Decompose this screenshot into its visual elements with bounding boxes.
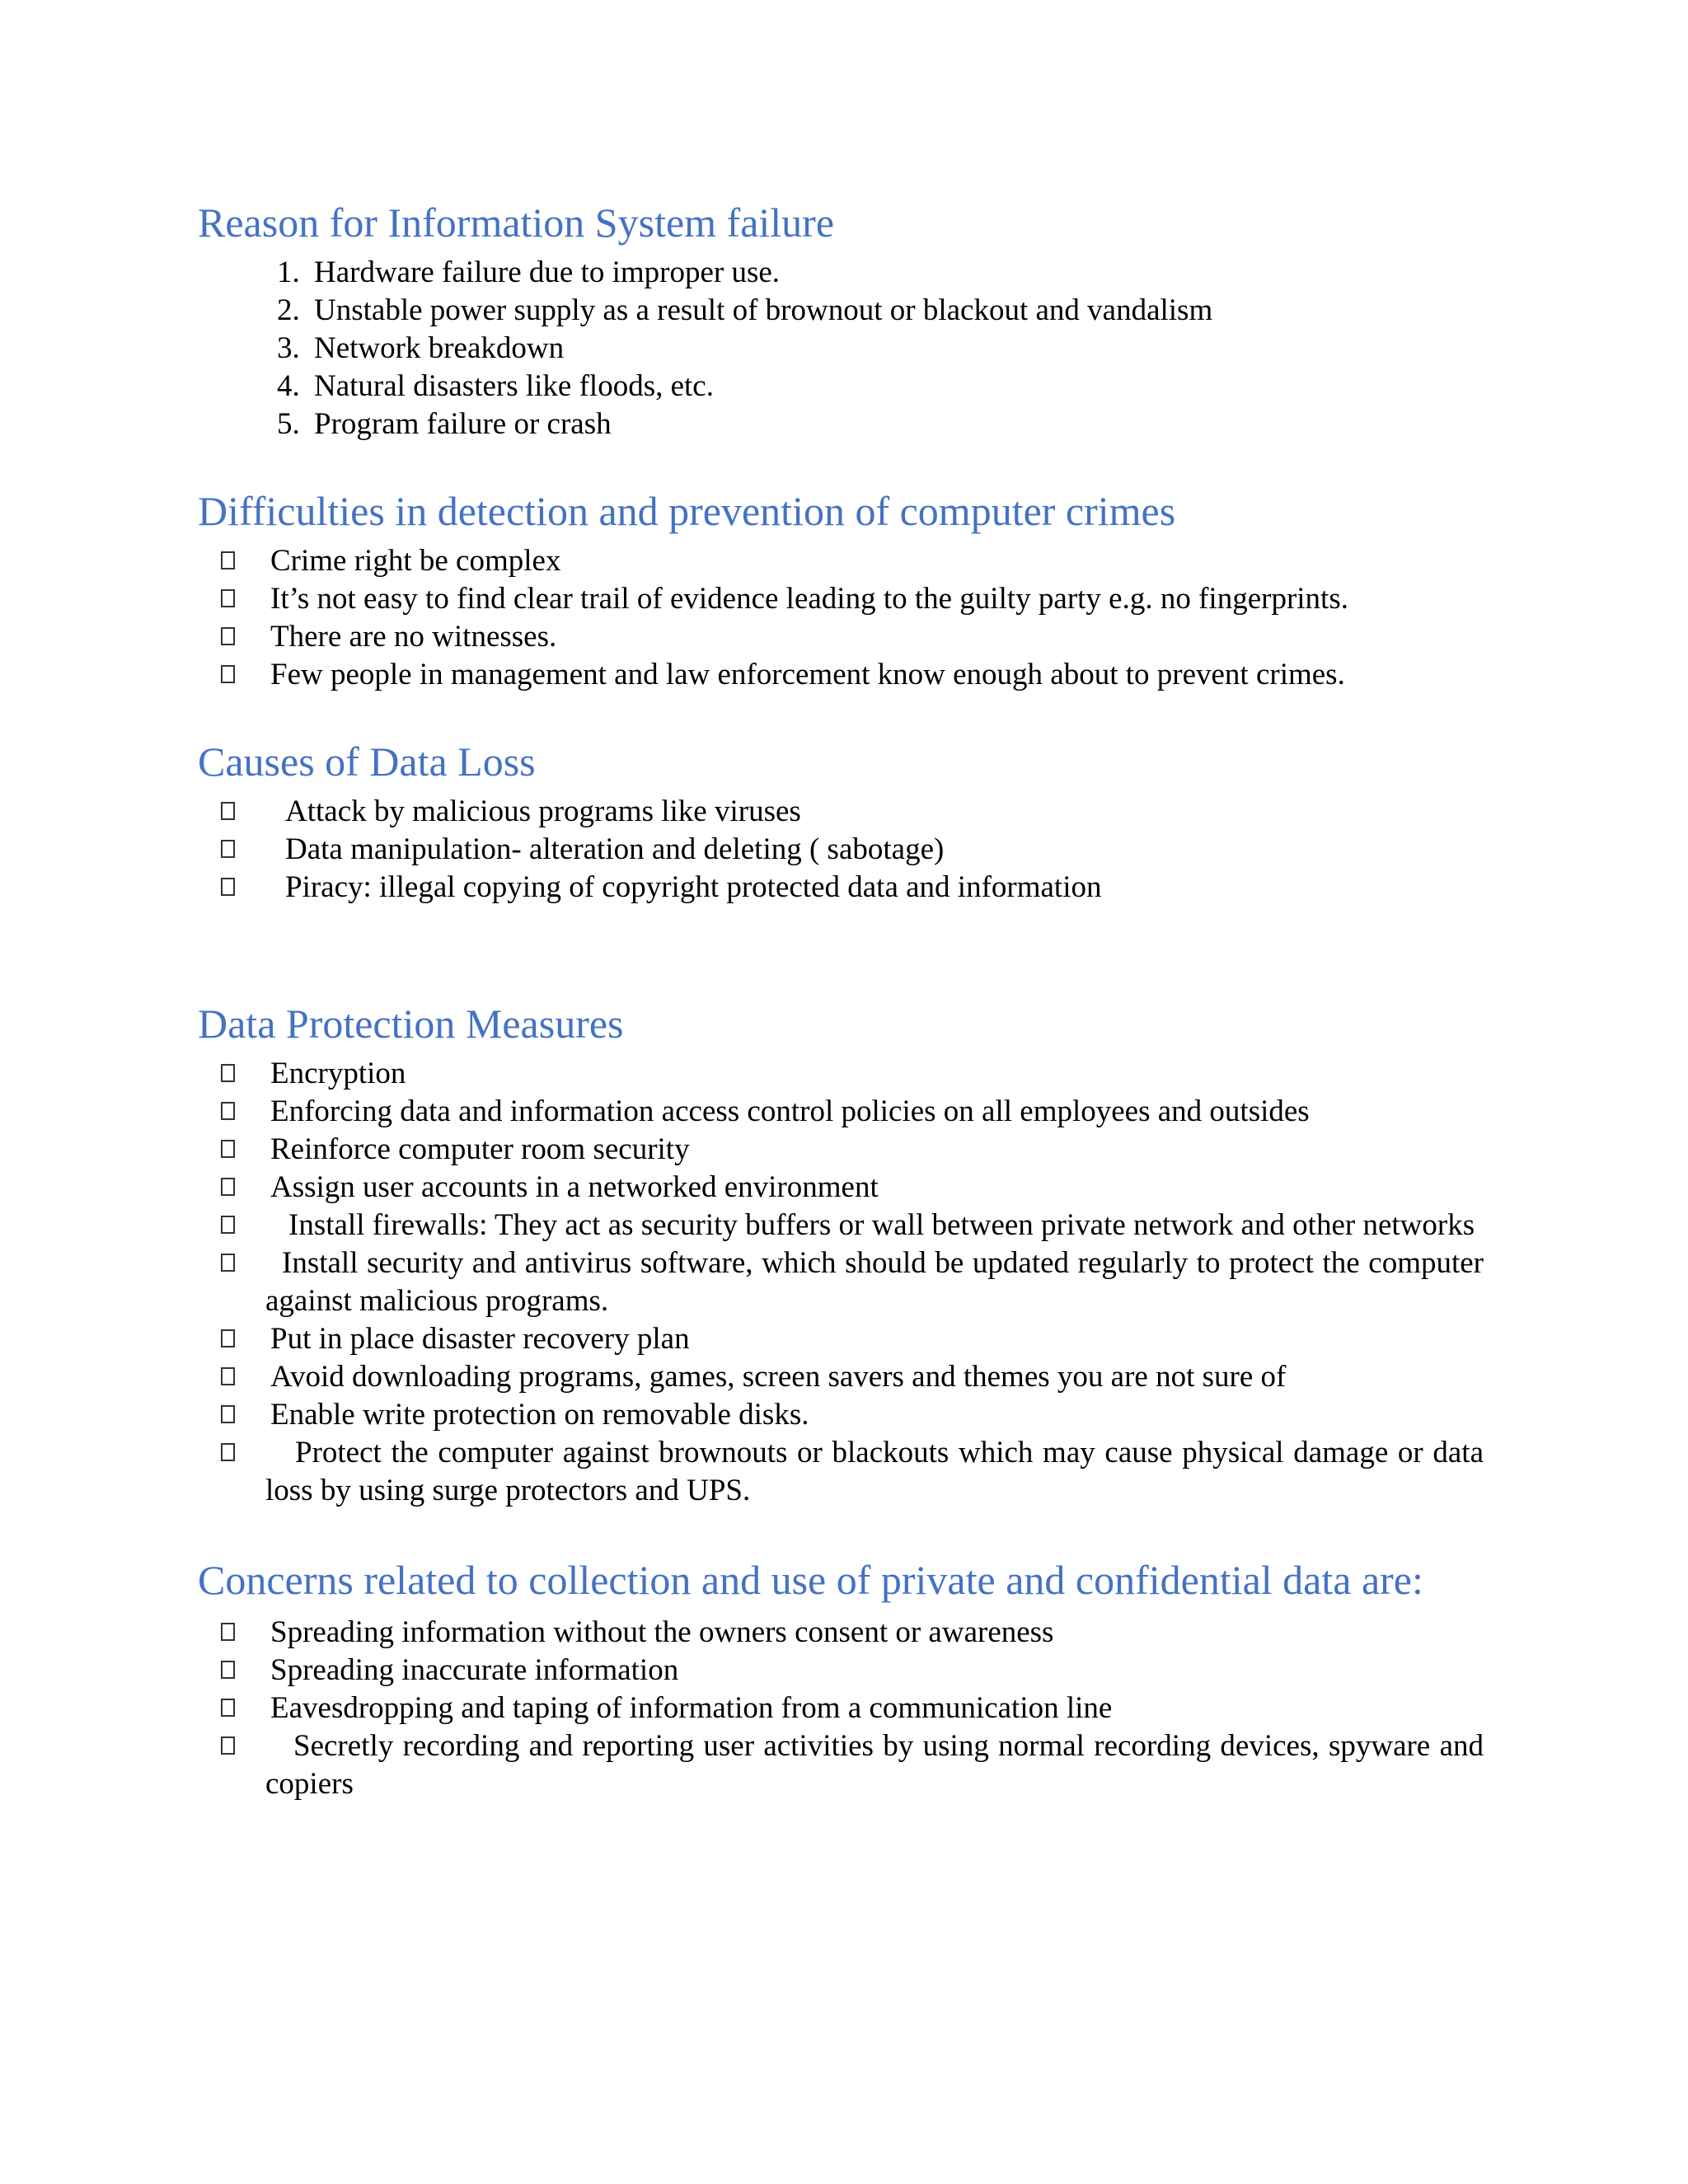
list-item-text: Reinforce computer room security <box>270 1132 690 1166</box>
list-item-text: Crime right be complex <box>270 544 561 578</box>
checkbox-icon <box>221 840 235 858</box>
checkbox-icon <box>221 1623 235 1641</box>
bullet-list <box>198 793 1484 907</box>
list-item <box>213 869 1484 907</box>
list-item-text: Data manipulation- alteration and deleting ( sabotage) <box>285 832 945 866</box>
list-item <box>213 831 1484 869</box>
list-item-text: Assign user accounts in a networked environment <box>270 1170 879 1204</box>
list-item-text: Eavesdropping and taping of information from a communication line <box>270 1691 1113 1725</box>
checkbox-icon <box>221 1443 235 1461</box>
list-item <box>198 1320 1484 1358</box>
list-item-text: Avoid downloading programs, games, screen savers and themes you are not sure of <box>270 1360 1287 1394</box>
list-item-text: Encryption <box>270 1057 406 1090</box>
list-item-text: Piracy: illegal copying of copyright protected data and information <box>285 870 1102 904</box>
list-item <box>198 1244 1484 1320</box>
checkbox-icon <box>221 1699 235 1717</box>
section-heading: Concerns related to collection and use of private and confidential data are: <box>198 1557 1423 1603</box>
list-item <box>198 1727 1484 1803</box>
list-item <box>198 656 1484 694</box>
section-heading: Difficulties in detection and prevention of computer crimes <box>198 488 1176 534</box>
list-item: 5. Program failure or crash <box>307 405 1484 443</box>
bullet-list <box>198 1614 1484 1803</box>
checkbox-icon <box>221 1367 235 1385</box>
list-item <box>198 580 1484 618</box>
checkbox-icon <box>221 802 235 820</box>
section-heading: Data Protection Measures <box>198 1001 624 1047</box>
list-item: 4. Natural disasters like floods, etc. <box>307 368 1484 405</box>
list-item <box>198 1131 1484 1169</box>
list-item <box>198 542 1484 580</box>
list-item <box>213 793 1484 831</box>
list-item <box>198 1093 1484 1131</box>
checkbox-icon <box>221 627 235 645</box>
section-heading: Reason for Information System failure <box>198 199 835 246</box>
checkbox-icon <box>221 1140 235 1158</box>
section-data-loss <box>198 737 1484 907</box>
list-item-text: Enable write protection on removable disks. <box>270 1398 809 1432</box>
section-data-protection <box>198 999 1484 1510</box>
numbered-list <box>198 254 1484 443</box>
list-item <box>198 1690 1484 1727</box>
list-item <box>198 1055 1484 1093</box>
list-item <box>198 1169 1484 1207</box>
list-item <box>198 1396 1484 1434</box>
section-private-data <box>198 1553 1484 1803</box>
list-item <box>198 1207 1484 1244</box>
checkbox-icon <box>221 1661 235 1679</box>
list-item-text: Attack by malicious programs like viruses <box>285 794 801 828</box>
checkbox-icon <box>221 665 235 683</box>
list-item <box>198 1614 1484 1652</box>
list-item: 3. Network breakdown <box>307 330 1484 368</box>
section-computer-crimes <box>198 486 1484 694</box>
checkbox-icon <box>221 1405 235 1423</box>
list-item-text: It’s not easy to find clear trail of evidence leading to the guilty party e.g. no fingerprints. <box>270 582 1348 616</box>
bullet-list <box>198 542 1484 694</box>
list-item-text: Install firewalls: They act as security buffers or wall between private network and other networks <box>288 1208 1475 1242</box>
list-item-text: Install security and antivirus software, which should be updated regularly to protect the computer against malicious programs. <box>265 1246 1484 1318</box>
list-item <box>198 1358 1484 1396</box>
list-item-text: There are no witnesses. <box>270 620 557 654</box>
checkbox-icon <box>221 589 235 607</box>
list-item-text: Protect the computer against brownouts or blackouts which may cause physical damage or data loss by using surge protectors and UPS. <box>265 1436 1484 1507</box>
list-item <box>198 1434 1484 1510</box>
list-item <box>198 1652 1484 1690</box>
section-heading: Causes of Data Loss <box>198 738 536 785</box>
list-item-text: Secretly recording and reporting user activities by using normal recording devices, spyware and copiers <box>265 1729 1484 1801</box>
checkbox-icon <box>221 1216 235 1234</box>
list-item-text: Spreading information without the owners consent or awareness <box>270 1615 1054 1649</box>
checkbox-icon <box>221 1178 235 1196</box>
checkbox-icon <box>221 1254 235 1272</box>
list-item-text: Put in place disaster recovery plan <box>270 1322 690 1356</box>
section-system-failure <box>198 198 1484 443</box>
checkbox-icon <box>221 551 235 569</box>
checkbox-icon <box>221 1736 235 1755</box>
bullet-list <box>198 1055 1484 1510</box>
list-item: 1. Hardware failure due to improper use. <box>307 254 1484 292</box>
checkbox-icon <box>221 878 235 896</box>
checkbox-icon <box>221 1329 235 1347</box>
list-item-text: Few people in management and law enforcement know enough about to prevent crimes. <box>270 658 1345 691</box>
checkbox-icon <box>221 1102 235 1120</box>
list-item-text: Enforcing data and information access control policies on all employees and outsides <box>270 1094 1310 1128</box>
list-item <box>198 618 1484 656</box>
document-content <box>198 198 1484 1803</box>
list-item-text: Spreading inaccurate information <box>270 1653 679 1687</box>
checkbox-icon <box>221 1064 235 1082</box>
list-item: 2. Unstable power supply as a result of brownout or blackout and vandalism <box>307 292 1484 330</box>
